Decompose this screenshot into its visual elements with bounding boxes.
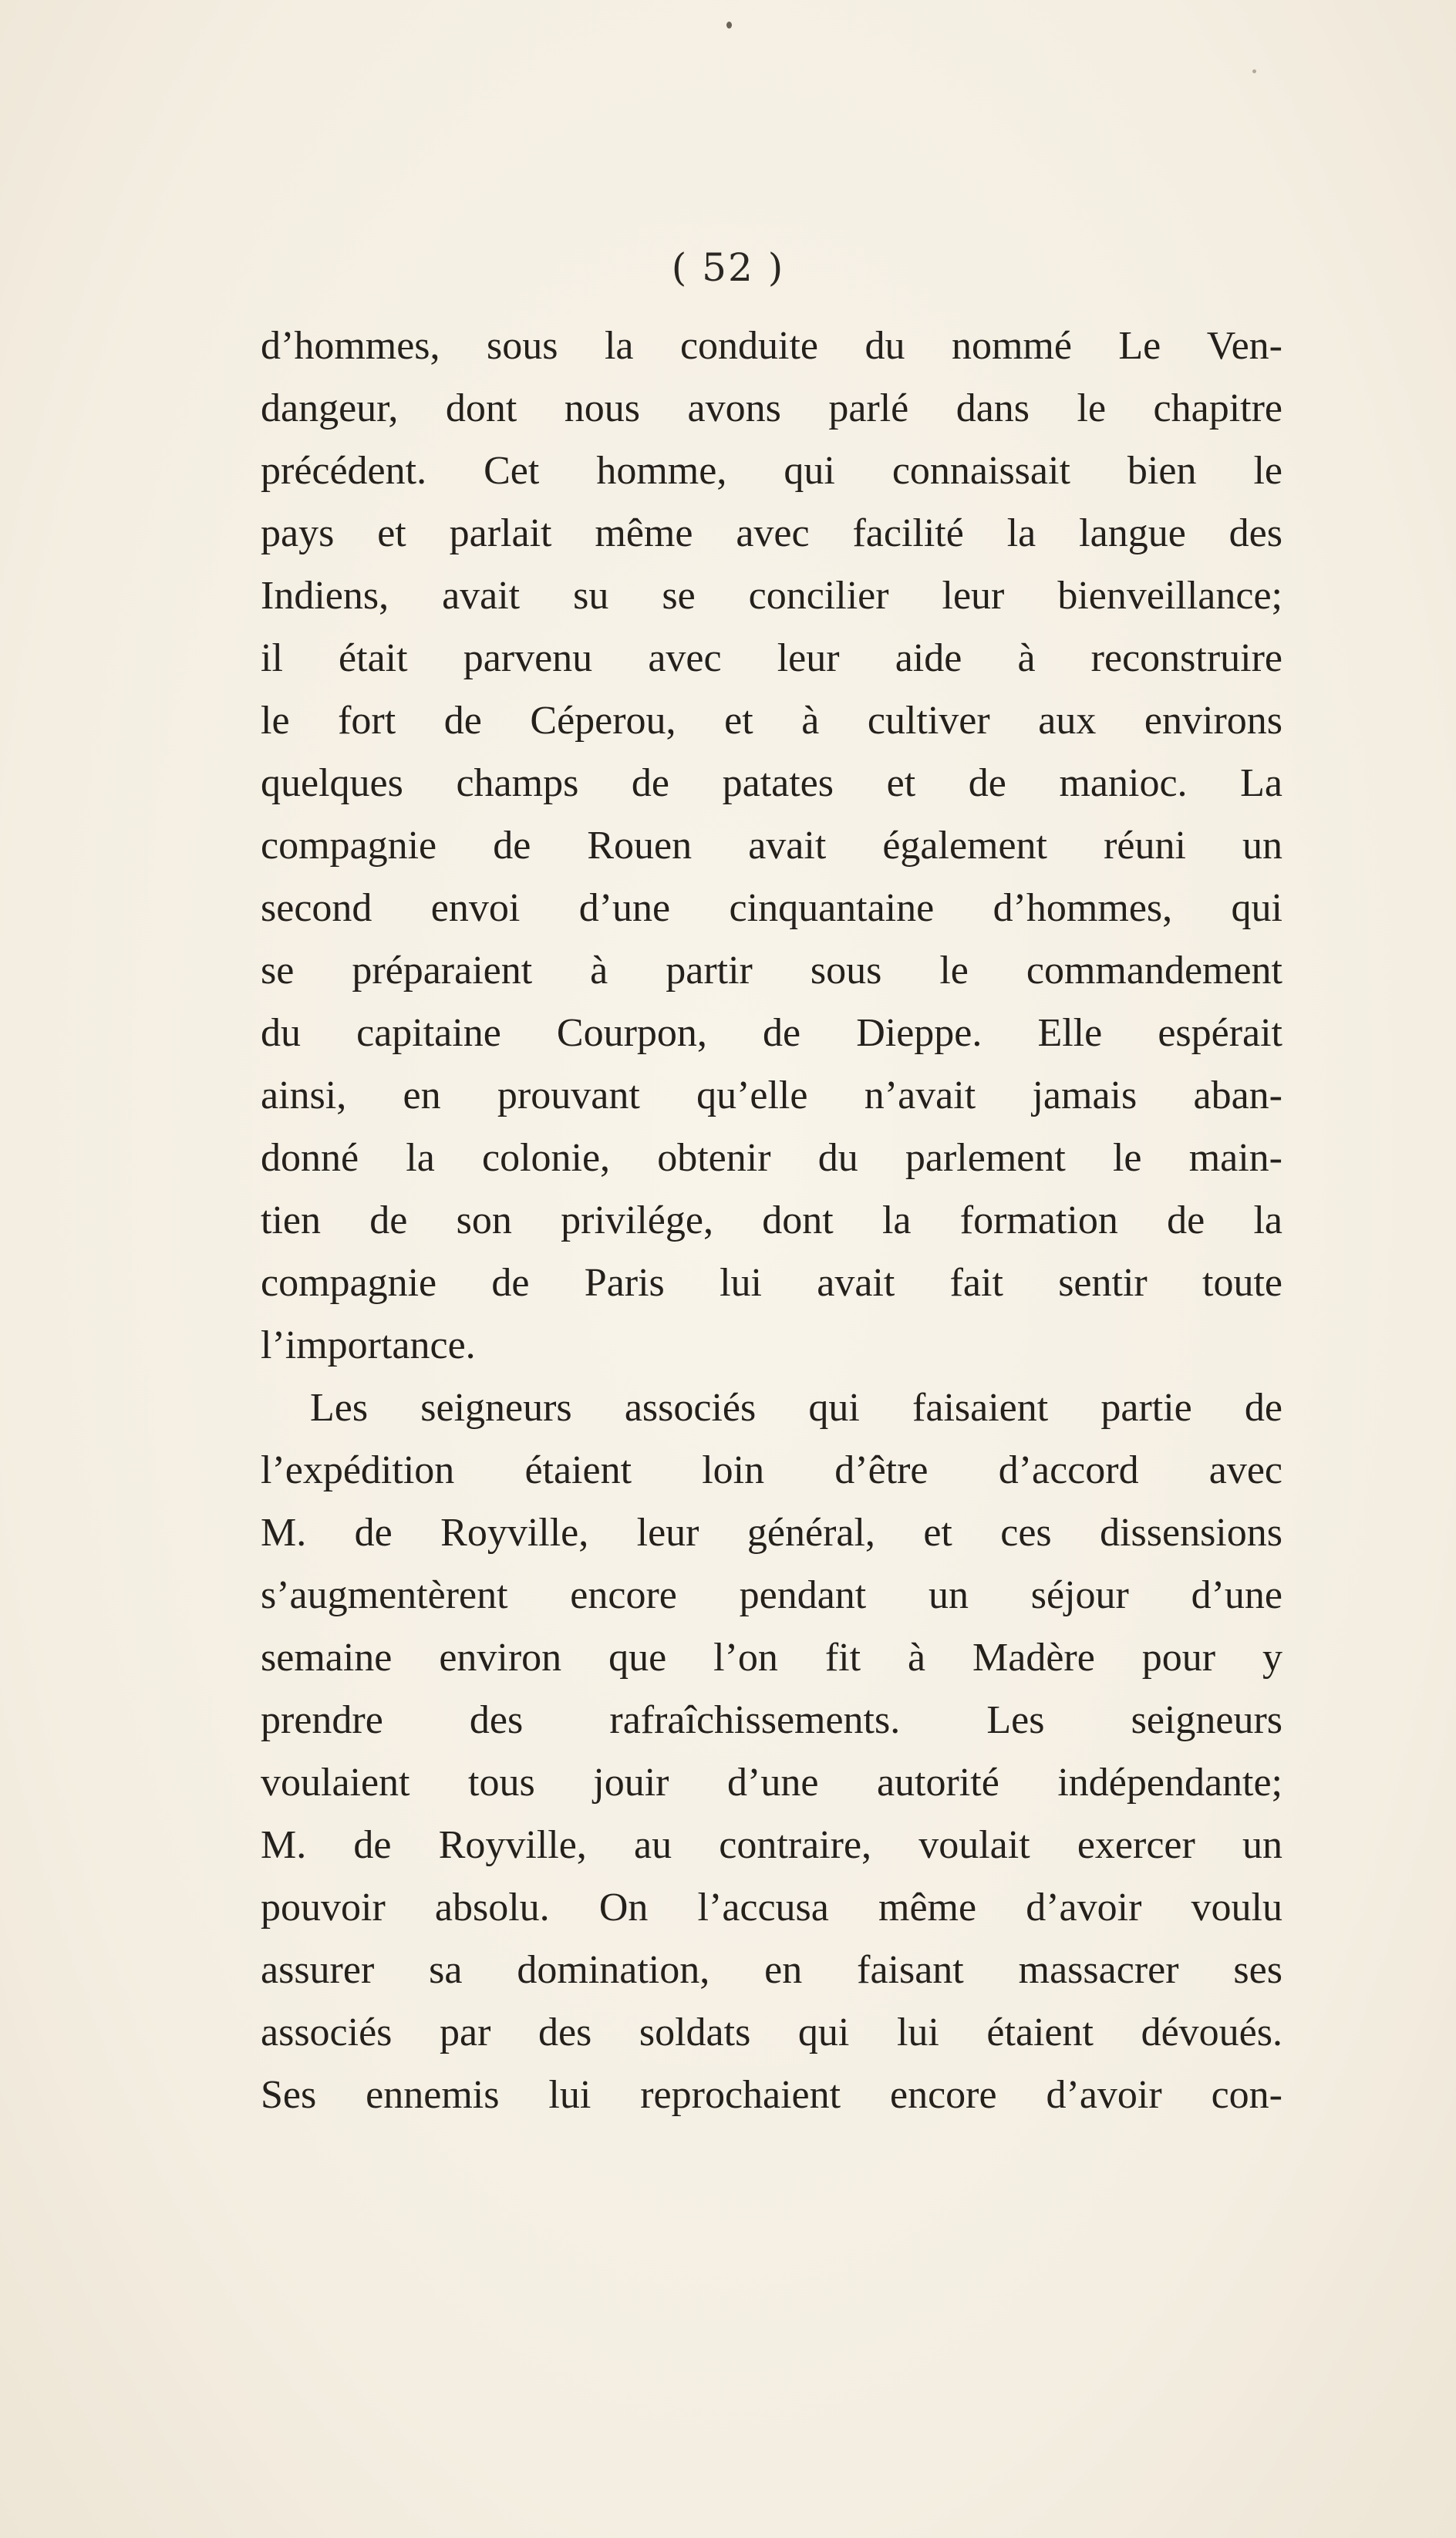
text-line: l’expédition étaient loin d’être d’accord avec: [261, 1448, 1282, 1492]
text-line: se préparaient à partir sous le commandement: [261, 949, 1282, 993]
page-number: ( 52 ): [671, 245, 785, 290]
text-line: M. de Royville, leur général, et ces dissensions: [261, 1511, 1282, 1555]
text-line: précédent. Cet homme, qui connaissait bien le: [261, 449, 1282, 493]
text-line: dangeur, dont nous avons parlé dans le chapitre: [261, 386, 1282, 430]
text-line: compagnie de Paris lui avait fait sentir toute: [261, 1261, 1282, 1305]
text-line: pays et parlait même avec facilité la langue des: [261, 511, 1282, 555]
text-line: d’hommes, sous la conduite du nommé Le Ven-: [261, 324, 1282, 368]
text-line: Ses ennemis lui reprochaient encore d’avoir con-: [261, 2073, 1282, 2117]
text-line: associés par des soldats qui lui étaient dévoués.: [261, 2011, 1282, 2054]
text-line: pouvoir absolu. On l’accusa même d’avoir voulu: [261, 1886, 1282, 1930]
body-text: [261, 315, 1282, 2126]
text-line: M. de Royville, au contraire, voulait exercer un: [261, 1823, 1282, 1867]
text-line: prendre des rafraîchissements. Les seigneurs: [261, 1698, 1282, 1742]
text-line-paragraph-end: l’importance.: [261, 1323, 476, 1367]
text-line: donné la colonie, obtenir du parlement le main-: [261, 1136, 1282, 1180]
text-line: tien de son privilége, dont la formation de la: [261, 1198, 1282, 1242]
text-line: second envoi d’une cinquantaine d’hommes, qui: [261, 886, 1282, 930]
text-line: Indiens, avait su se concilier leur bienveillance;: [261, 574, 1282, 618]
text-line: le fort de Céperou, et à cultiver aux environs: [261, 699, 1282, 743]
text-line-paragraph-start: Les seigneurs associés qui faisaient partie de: [310, 1386, 1282, 1430]
text-line: voulaient tous jouir d’une autorité indépendante;: [261, 1761, 1282, 1805]
text-line: compagnie de Rouen avait également réuni un: [261, 824, 1282, 868]
ink-speck: [1252, 69, 1256, 73]
text-line: semaine environ que l’on fit à Madère pour y: [261, 1636, 1282, 1680]
text-line: quelques champs de patates et de manioc. La: [261, 761, 1282, 805]
ink-speck: [726, 22, 732, 29]
text-line: s’augmentèrent encore pendant un séjour d’une: [261, 1573, 1282, 1617]
text-line: assurer sa domination, en faisant massacrer ses: [261, 1948, 1282, 1992]
text-line: du capitaine Courpon, de Dieppe. Elle espérait: [261, 1011, 1282, 1055]
text-line: ainsi, en prouvant qu’elle n’avait jamais aban-: [261, 1074, 1282, 1117]
text-line: il était parvenu avec leur aide à reconstruire: [261, 636, 1282, 680]
